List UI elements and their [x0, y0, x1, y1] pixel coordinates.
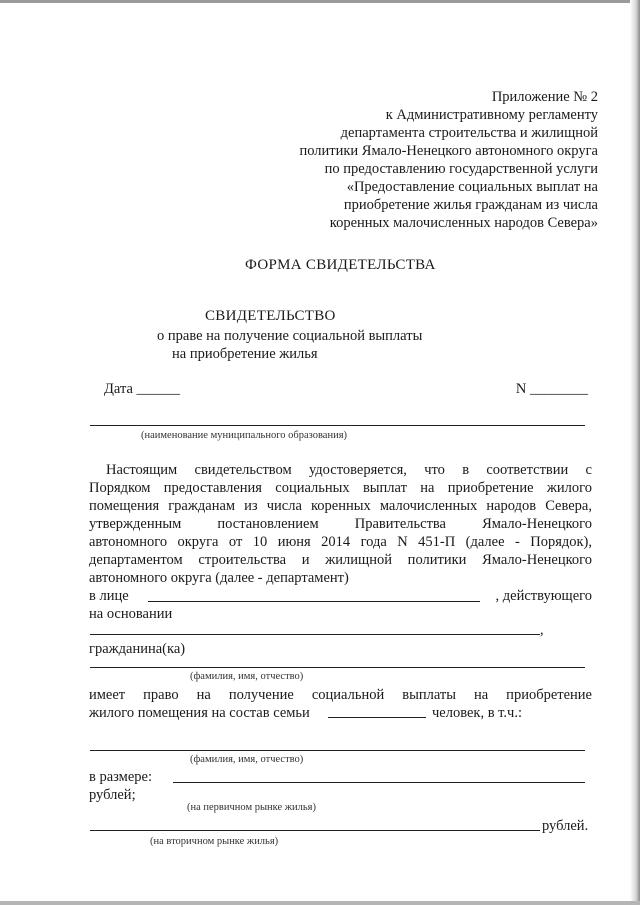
family-members-line[interactable] [90, 750, 585, 751]
family-count-line[interactable] [328, 717, 426, 718]
citizen-name-line[interactable] [90, 667, 585, 668]
acting-label: , действующего [495, 588, 592, 604]
body-line: департаментом строительства и жилищной политики Ямало-Ненецкого [89, 552, 592, 568]
basis-comma: , [540, 622, 544, 638]
scan-edge-bottom [0, 901, 640, 905]
body-line: автономного округа от 10 июня 2014 года N 451-П (далее - Порядок), [89, 534, 592, 550]
appendix-line: департамента строительства и жилищной [340, 125, 598, 141]
body-line: помещения гражданам из числа коренных малочисленных народов Севера, [89, 498, 592, 514]
appendix-line: Приложение № 2 [491, 89, 598, 105]
form-title: ФОРМА СВИДЕТЕЛЬСТВА [245, 257, 436, 273]
certificate-title: СВИДЕТЕЛЬСТВО [205, 308, 336, 324]
appendix-line: политики Ямало-Ненецкого автономного округа [299, 143, 598, 159]
appendix-line: приобретение жилья гражданам из числа [343, 197, 598, 213]
in-person-line[interactable] [148, 601, 480, 602]
appendix-line: коренных малочисленных народов Севера» [329, 215, 598, 231]
municipality-line [90, 425, 585, 426]
certificate-subtitle-2: на приобретение жилья [172, 346, 318, 362]
appendix-line: по предоставлению государственной услуги [324, 161, 598, 177]
scan-edge-top [0, 0, 640, 3]
number-field: N ________ [515, 381, 588, 397]
date-field: Дата ______ [104, 381, 181, 397]
body-line: утвержденным постановлением Правительства Ямало-Ненецкого [89, 516, 592, 532]
rubles-secondary: рублей. [542, 818, 589, 834]
fio-caption-2: (фамилия, имя, отчество) [190, 754, 304, 765]
body-line: Порядком предоставления социальных выплат на приобретение жилого [89, 480, 592, 496]
basis-line[interactable] [90, 634, 540, 635]
amount-secondary-line[interactable] [90, 830, 540, 831]
has-right-line: имеет право на получение социальной выплаты на приобретение [89, 687, 592, 703]
scan-edge-right [630, 0, 640, 905]
in-person-label: в лице [89, 588, 129, 604]
appendix-line: к Административному регламенту [385, 107, 598, 123]
appendix-line: «Предоставление социальных выплат на [346, 179, 598, 195]
amount-primary-line[interactable] [173, 782, 585, 783]
amount-label: в размере: [89, 769, 153, 785]
rubles-primary: рублей; [89, 787, 136, 803]
family-suffix: человек, в т.ч.: [432, 705, 522, 721]
municipality-caption: (наименование муниципального образования) [141, 430, 348, 441]
secondary-market-caption: (на вторичном рынке жилья) [150, 836, 279, 847]
on-basis-label: на основании [89, 606, 173, 622]
fio-caption-1: (фамилия, имя, отчество) [190, 671, 304, 682]
body-line: автономного округа (далее - департамент) [89, 570, 349, 586]
primary-market-caption: (на первичном рынке жилья) [187, 802, 317, 813]
citizen-label: гражданина(ка) [89, 641, 186, 657]
body-line: Настоящим свидетельством удостоверяется, что в соответствии с [106, 462, 592, 478]
certificate-subtitle-1: о праве на получение социальной выплаты [157, 328, 423, 344]
family-label: жилого помещения на состав семьи [89, 705, 310, 721]
